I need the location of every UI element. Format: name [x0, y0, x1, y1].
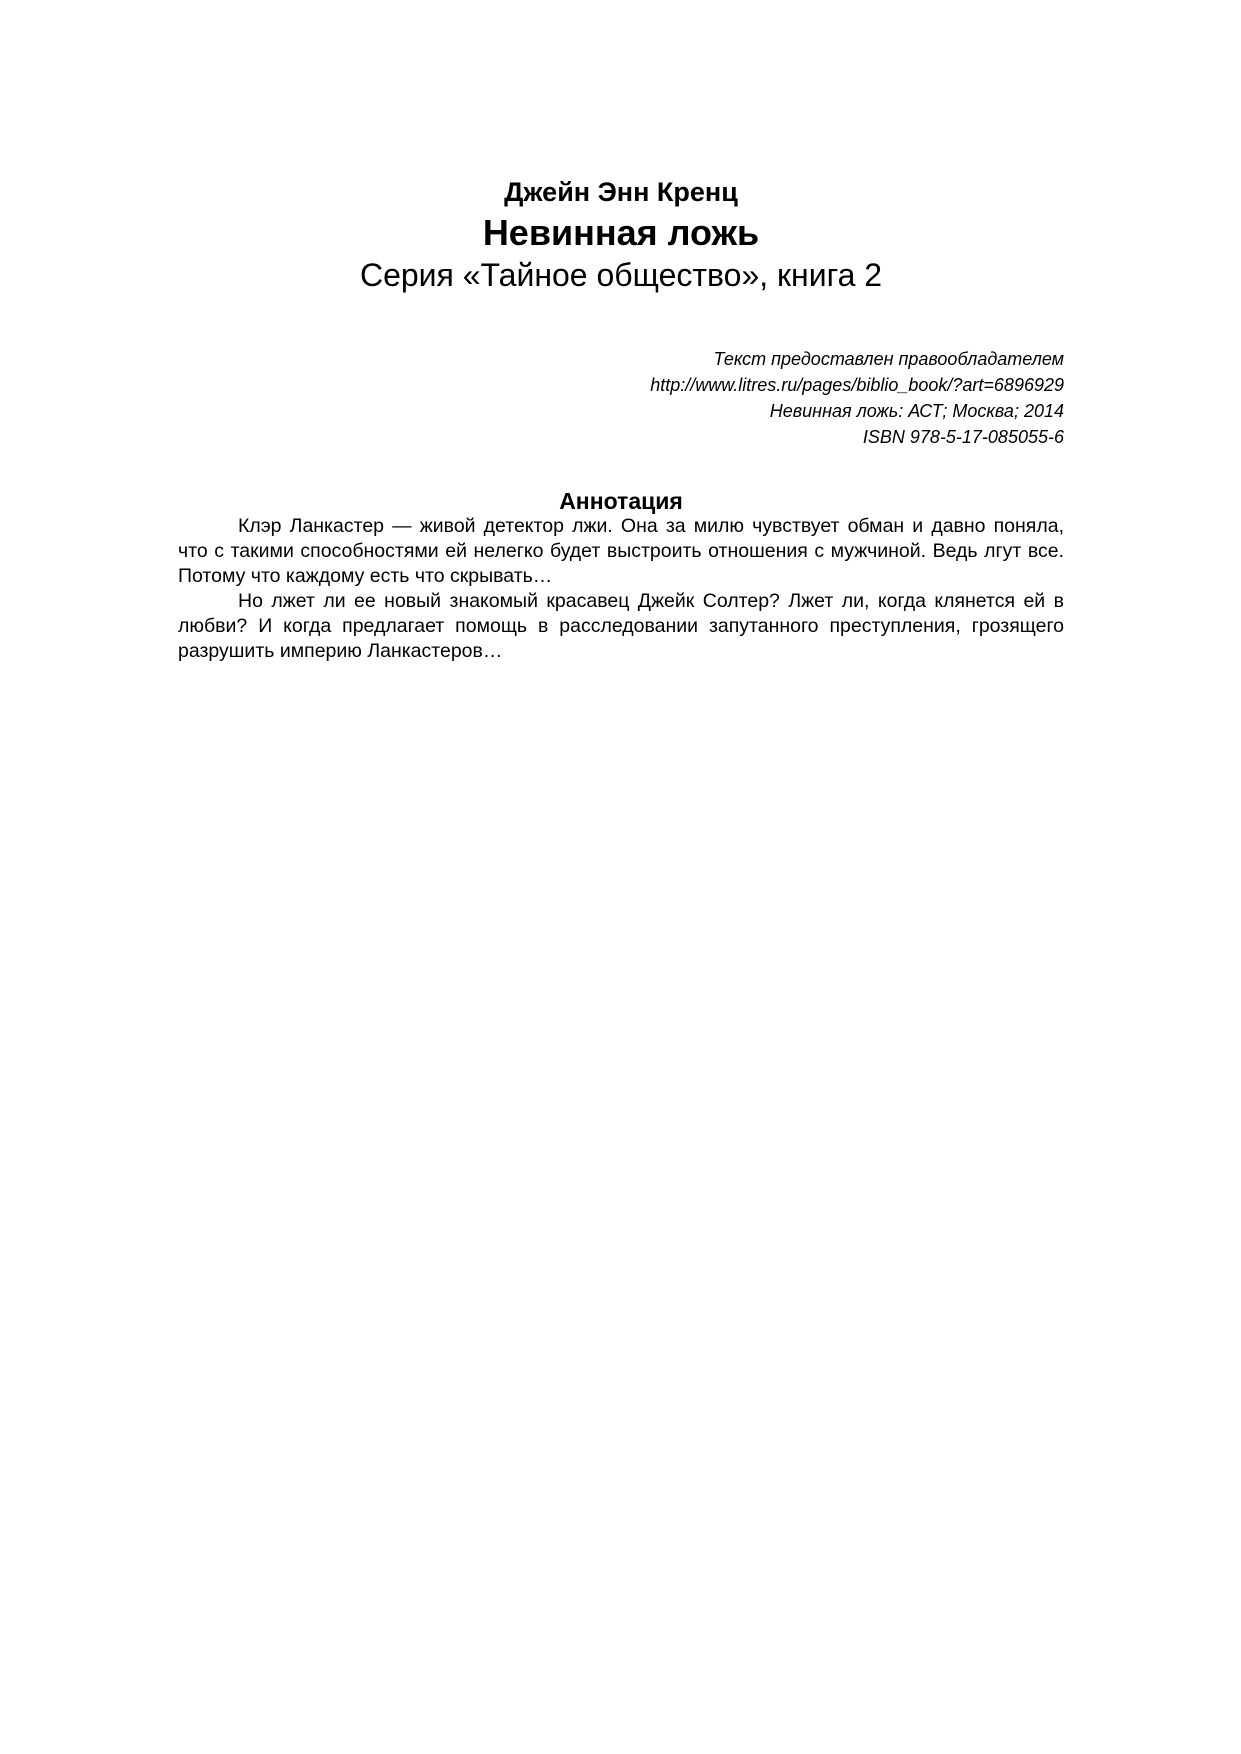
annotation-paragraph: Но лжет ли ее новый знакомый красавец Джейк Солтер? Лжет ли, когда клянется ей в любви? И когда предлагает помощь в расследовании запутанного преступления, грозящего разрушить империю Ланкастеров…: [178, 590, 1064, 662]
book-author: Джейн Энн Кренц: [504, 177, 738, 207]
publication-info: Невинная ложь: АСТ; Москва; 2014: [769, 401, 1064, 421]
isbn: ISBN 978-5-17-085055-6: [862, 427, 1064, 447]
book-series: Серия «Тайное общество», книга 2: [359, 257, 883, 293]
annotation-body: [178, 514, 1064, 664]
annotation-paragraph: Клэр Ланкастер — живой детектор лжи. Она за милю чувствует обман и давно поняла, что с такими способностями ей нелегко будет выстроить отношения с мужчиной. Ведь лгут все. Потому что каждому есть что скрывать…: [178, 515, 1064, 587]
source-url: http://www.litres.ru/pages/biblio_book/?art=6896929: [650, 375, 1064, 395]
book-title: Невинная ложь: [482, 212, 760, 253]
rights-holder-line: Текст предоставлен правообладателем: [713, 349, 1064, 369]
rights-block: [464, 346, 1064, 450]
annotation-heading: Аннотация: [559, 488, 683, 514]
